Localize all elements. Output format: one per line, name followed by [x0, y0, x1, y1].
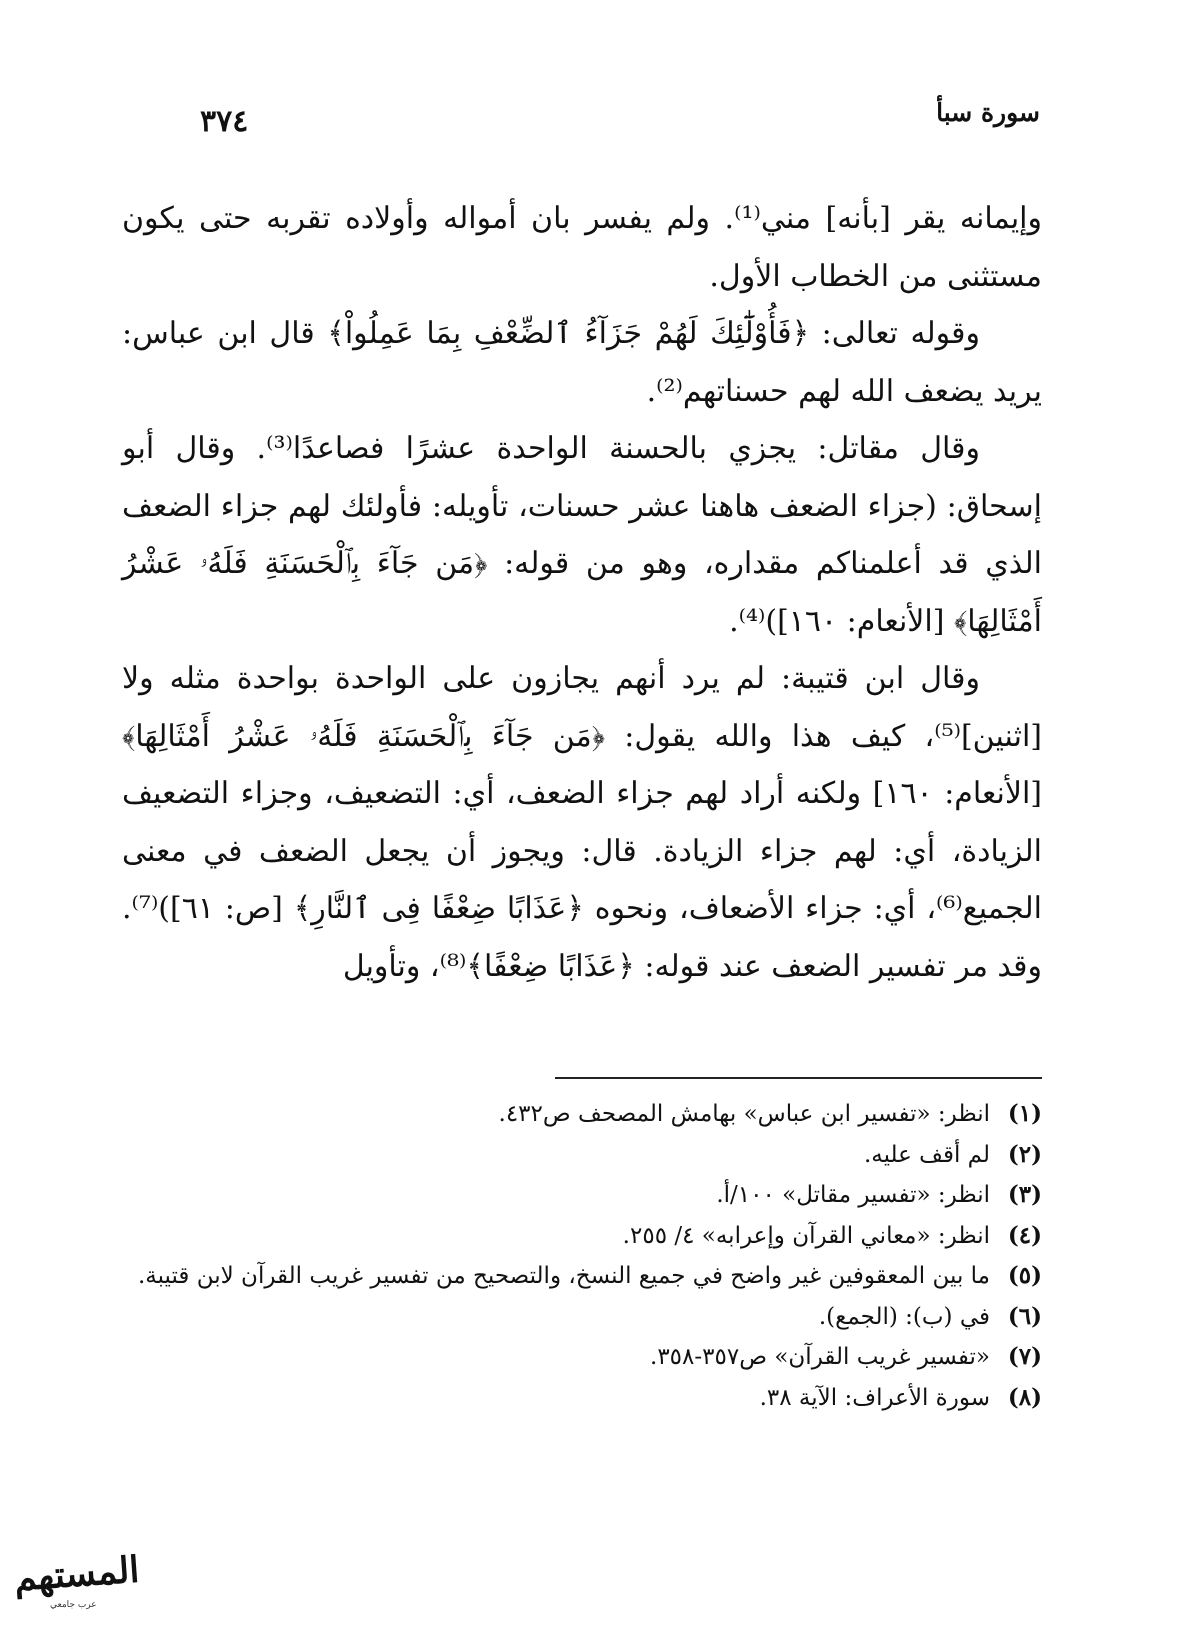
- page-number: ٣٧٤: [200, 104, 249, 139]
- footnote-text: سورة الأعراف: الآية ٣٨.: [759, 1384, 990, 1411]
- footnote-text: «تفسير غريب القرآن» ص٣٥٧-٣٥٨.: [650, 1344, 990, 1370]
- footnote: [112, 1337, 1042, 1378]
- footnote-text: في (ب): (الجمع).: [818, 1303, 990, 1330]
- paragraph: وقوله تعالى: ﴿فَأُوْلَٰٓئِكَ لَهُمْ جَزَآءُ ٱلضِّعْفِ بِمَا عَمِلُواْ﴾ قال ابن عباس: يريد يضعف الله لهم حسناتهم⁽²⁾.: [122, 316, 1042, 409]
- footnote-number: (٦): [1007, 1302, 1042, 1330]
- footnote: [112, 1175, 1042, 1216]
- footnote-text: انظر: «تفسير ابن عباس» بهامش المصحف ص٤٣٢.: [498, 1101, 990, 1127]
- footnote-number: (١): [1007, 1100, 1042, 1127]
- footnote-number: (٧): [1007, 1343, 1042, 1370]
- footnote-divider: [555, 1077, 1042, 1079]
- footnote-text: انظر: «معاني القرآن وإعرابه» ٤/ ٢٥٥.: [622, 1222, 990, 1249]
- footnote-number: (٣): [1007, 1181, 1042, 1208]
- page-header: [200, 98, 1040, 158]
- footnote-number: (٤): [1007, 1221, 1042, 1249]
- footnote: [112, 1094, 1042, 1135]
- footnote-text: ما بين المعقوفين غير واضح في جميع النسخ، والتصحيح من تفسير غريب القرآن لابن قتيبة.: [137, 1263, 990, 1289]
- footnote: [112, 1135, 1042, 1176]
- paragraph: وإيمانه يقر [بأنه] مني⁽¹⁾. ولم يفسر بان أمواله وأولاده تقربه حتى يكون مستثنى من الخطاب الأول.: [122, 201, 1043, 294]
- main-text: [122, 190, 1042, 995]
- paragraph: وقال ابن قتيبة: لم يرد أنهم يجازون على الواحدة بواحدة مثله ولا [اثنين]⁽⁵⁾، كيف هذا والله يقول: ﴿مَن جَآءَ بِٱلْحَسَنَةِ فَلَهُۥ عَشْرُ أَمْثَالِهَا﴾ [الأنعام: ١٦٠] ولكنه أراد لهم جزاء الضعف، أي: التضعيف، وجزاء التضعيف الزيادة، أي: لهم جزاء الزيادة. قال: ويجوز أن يجعل الضعف في معنى الجميع⁽⁶⁾، أي: جزاء الأضعاف، ونحوه ﴿عَذَابًا ضِعْفًا فِى ٱلنَّارِ﴾ [ص: ٦١])⁽⁷⁾. وقد مر تفسير الضعف عند قوله: ﴿عَذَابًا ضِعْفًا﴾⁽⁸⁾، وتأويل: [122, 661, 1042, 984]
- footnote-text: انظر: «تفسير مقاتل» ١٠٠/أ.: [716, 1182, 990, 1208]
- footnotes: [112, 1094, 1042, 1418]
- surah-title: سورة سبأ: [936, 98, 1040, 127]
- footnote-text: لم أقف عليه.: [863, 1141, 990, 1168]
- footnote-number: (٨): [1007, 1383, 1042, 1411]
- footnote: [112, 1256, 1042, 1297]
- paragraph: وقال مقاتل: يجزي بالحسنة الواحدة عشرًا فصاعدًا⁽³⁾. وقال أبو إسحاق: (جزاء الضعف هاهنا عشر حسنات، تأويله: فأولئك لهم جزاء الضعف الذي قد أعلمناكم مقداره، وهو من قوله: ﴿مَن جَآءَ بِٱلْحَسَنَةِ فَلَهُۥ عَشْرُ أَمْثَالِهَا﴾ [الأنعام: ١٦٠])⁽⁴⁾.: [122, 431, 1042, 639]
- footnote: [112, 1216, 1042, 1257]
- footnote: [112, 1297, 1042, 1338]
- footnote: [112, 1378, 1042, 1419]
- logo-subtext: عرب جامعي: [50, 1600, 97, 1610]
- footnote-number: (٢): [1007, 1140, 1042, 1168]
- footnote-number: (٥): [1007, 1262, 1042, 1289]
- logo-icon: المستهم: [12, 1548, 141, 1600]
